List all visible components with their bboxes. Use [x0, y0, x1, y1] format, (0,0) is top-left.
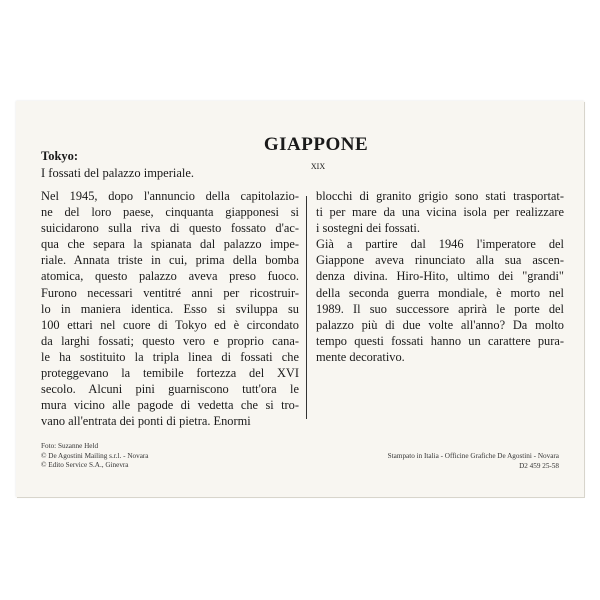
text-line: Già a partire dal 1946 l'imperatore del: [316, 237, 564, 252]
text-line: Furono necessari ventitré anni per ricostruir-: [41, 285, 299, 300]
text-line: Giappone aveva rinunciato alla sua ascen-: [316, 253, 564, 268]
text-line: blocchi di granito grigio sono stati trasportat-: [316, 189, 564, 203]
card-number: XIX: [310, 162, 326, 171]
card-title: GIAPPONE: [263, 134, 369, 155]
text-line: secolo. Alcuni pini guarniscono tutt'ora le: [41, 382, 299, 397]
text-line: qua che separa la spianata dal palazzo impe-: [41, 237, 299, 252]
text-line: denza divina. Hiro-Hito, ultimo dei "grandi": [316, 269, 564, 284]
text-line: della seconda guerra mondiale, è morto nel: [316, 285, 564, 300]
text-line: 100 ettari nel cuore di Tokyo ed è circondato: [41, 317, 299, 332]
text-line: atomica, questo palazzo aveva preso fuoco.: [41, 269, 299, 284]
text-line: ti per mare da una vicina isola per realizzare: [316, 205, 564, 220]
text-line: riale. Annata triste in cui, prima della bomba: [41, 253, 299, 268]
column-divider: [306, 196, 307, 419]
text-line: le ha sostituito la tripla linea di fossati che: [41, 349, 299, 364]
text-line: 1989. Il suo successore aprirà le porte del: [316, 301, 564, 316]
text-line: tempo questi fossati hanno un carattere pura-: [316, 333, 564, 348]
text-line: mente decorativo.: [316, 349, 405, 364]
text-line: Nel 1945, dopo l'annuncio della capitolazio-: [41, 189, 299, 203]
text-column-right: [316, 188, 564, 365]
text-line: vano all'entrata dei ponti di pietra. Enormi: [41, 414, 251, 429]
text-line: mura vicino alle pagode di vedetta che si tro-: [41, 398, 299, 413]
copyright-line: © Edito Service S.A., Ginevra: [41, 461, 129, 470]
text-column-left: [41, 188, 299, 429]
postcard-back: [16, 101, 584, 497]
copyright-line: © De Agostini Mailing s.r.l. - Novara: [41, 451, 149, 460]
printing-info: Stampato in Italia - Officine Grafiche De Agostini - Novara: [387, 452, 559, 460]
photo-credit: Foto: Suzanne Held: [41, 442, 99, 450]
text-line: i sostegni dei fossati.: [316, 221, 420, 236]
text-line: suicidarono sulla riva di questo fossato d'ac-: [41, 221, 299, 236]
text-line: lo in maniera identica. Esso si sviluppa su: [41, 301, 299, 316]
text-line: palazzo più di due volte all'anno? Da molto: [316, 317, 564, 332]
footer-printing: [388, 452, 559, 471]
text-line: ne del loro paese, cinquanta giapponesi si: [41, 205, 299, 220]
text-line: proteggevano la temibile fortezza del XVI: [41, 366, 299, 381]
place-heading: Tokyo:: [41, 149, 79, 163]
footer-credits: [41, 442, 148, 471]
text-line: da larghi fossati; questo vero e proprio cana-: [41, 333, 299, 348]
place-subtitle: I fossati del palazzo imperiale.: [41, 166, 195, 180]
product-code: D2 459 25-58: [519, 461, 559, 470]
